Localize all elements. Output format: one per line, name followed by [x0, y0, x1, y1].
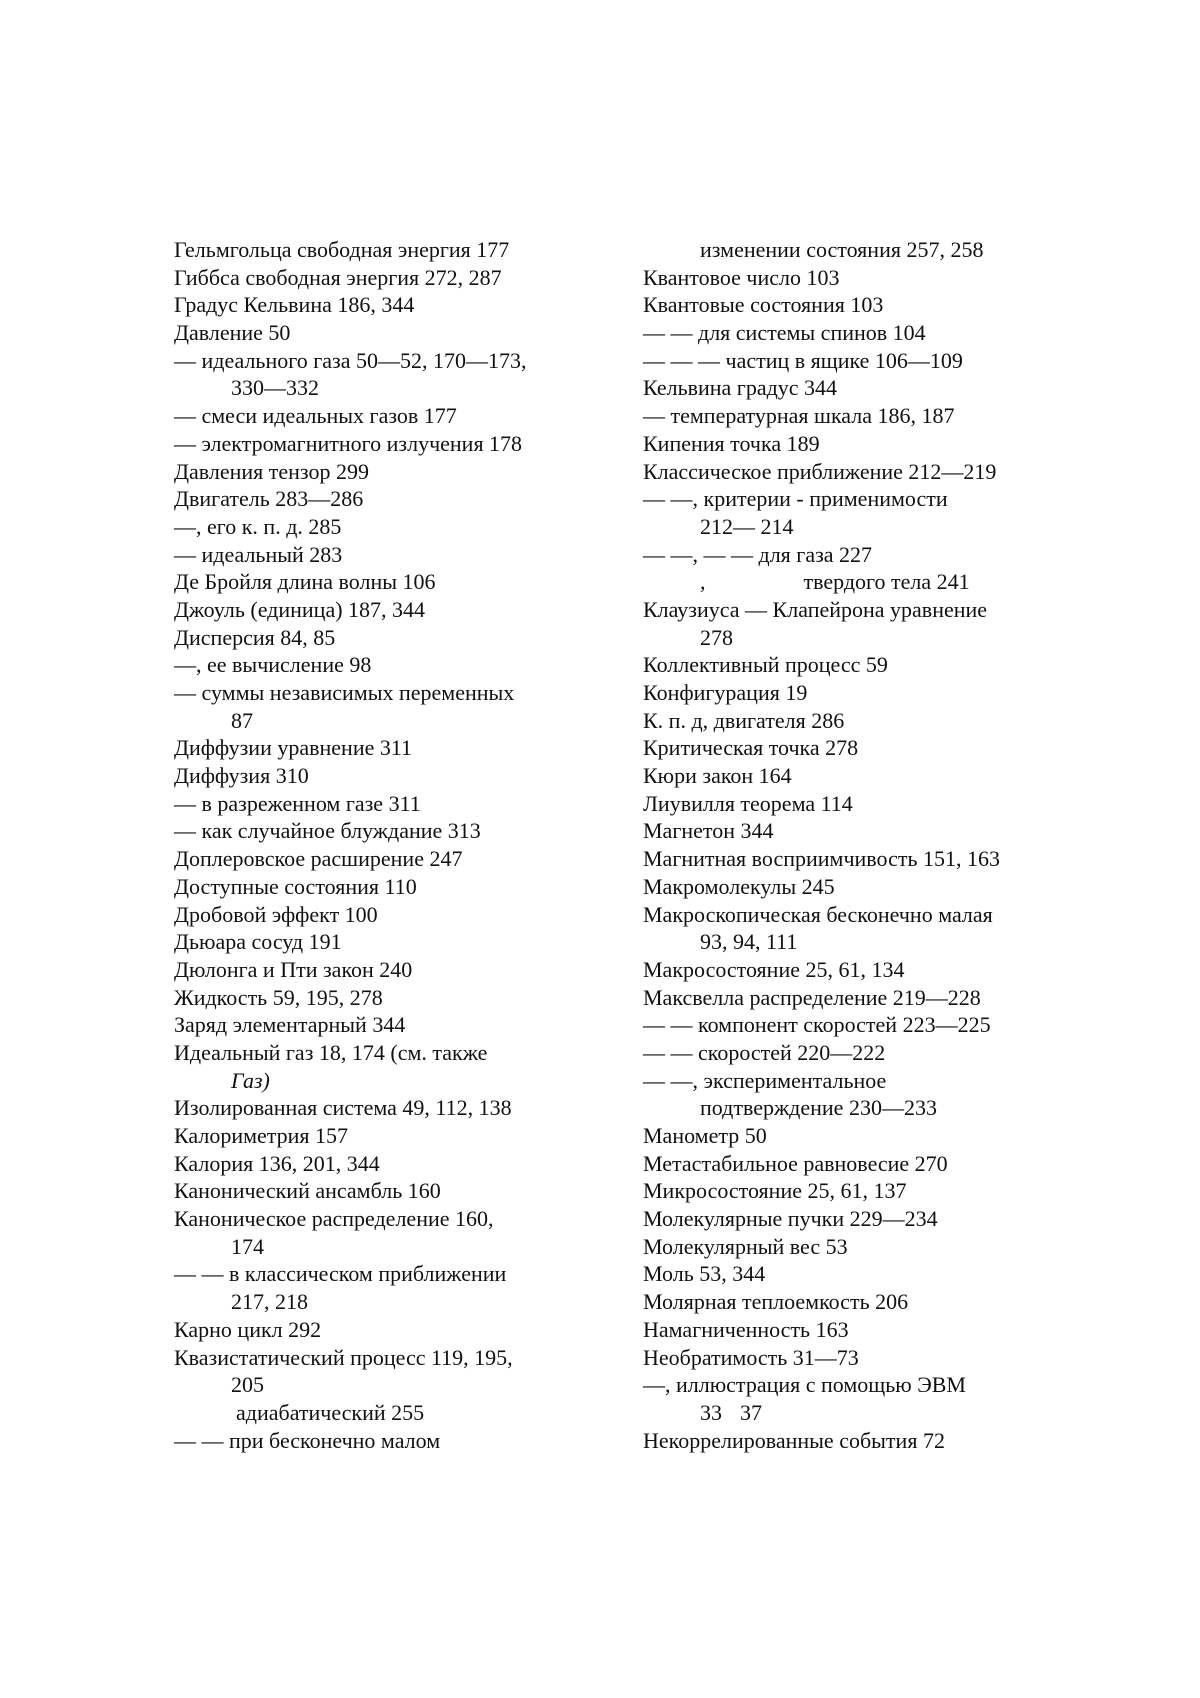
index-entry: — смеси идеальных газов 177 [174, 403, 457, 429]
index-entry: Гельмгольца свободная энергия 177 [174, 237, 510, 262]
index-entry: Доплеровское расширение 247 [174, 846, 463, 872]
index-entry: Дюлонга и Пти закон 240 [174, 956, 413, 982]
index-entry: Заряд элементарный 344 [174, 1012, 406, 1038]
index-entry: Кюри закон 164 [643, 763, 792, 789]
index-entry-continuation: 330—332 [231, 375, 319, 401]
index-entry: Моль 53, 344 [643, 1261, 766, 1287]
index-page-number: 37 [740, 1399, 762, 1425]
index-entry: Диффузии уравнение 311 [174, 735, 413, 761]
index-entry: Кельвина градус 344 [643, 375, 838, 401]
index-entry: Классическое приближение 212—219 [643, 458, 997, 484]
index-entry: — — скоростей 220—222 [643, 1039, 886, 1065]
index-entry: — как случайное блуждание 313 [174, 818, 481, 844]
index-entry: — в разреженном газе 311 [174, 790, 421, 816]
index-entry: Квантовые состояния 103 [643, 292, 884, 318]
index-entry: Доступные состояния 110 [174, 873, 417, 899]
index-entry-continuation: 174 [231, 1233, 264, 1259]
index-entry: Некоррелированные события 72 [643, 1427, 945, 1453]
index-entry: Критическая точка 278 [643, 735, 859, 761]
index-entry: Необратимость 31—73 [643, 1344, 859, 1370]
index-entry: Изолированная система 49, 112, 138 [174, 1095, 512, 1121]
index-entry: Макромолекулы 245 [643, 873, 835, 899]
index-entry: — — для системы спинов 104 [643, 320, 926, 346]
index-entry-continuation: Газ) [231, 1067, 270, 1093]
index-entry: Канонический ансамбль 160 [174, 1178, 441, 1204]
index-entry: — — в классическом приближении [174, 1261, 507, 1287]
index-entry [643, 568, 1000, 596]
index-entry: —, иллюстрация с помощью ЭВМ [643, 1372, 966, 1398]
index-entry: Молекулярные пучки 229—234 [643, 1206, 938, 1232]
index-entry: Микросостояние 25, 61, 137 [643, 1178, 907, 1204]
index-entry: Дисперсия 84, 85 [174, 624, 336, 650]
index-entry: — электромагнитного излучения 178 [174, 430, 523, 456]
index-entry: Жидкость 59, 195, 278 [174, 984, 383, 1010]
index-entry: Квантовое число 103 [643, 264, 840, 290]
index-column-left [174, 236, 526, 1454]
index-entry: — —, экспериментальное [643, 1067, 887, 1093]
index-entry: — —, критерии - применимости [643, 486, 948, 512]
index-entry: — — — частиц в ящике 106—109 [643, 347, 963, 373]
index-entry-continuation: 93, 94, 111 [700, 929, 798, 955]
index-entry: Дьюара сосуд 191 [174, 929, 342, 955]
index-entry: — суммы независимых переменных [174, 680, 515, 705]
index-entry: Калория 136, 201, 344 [174, 1150, 380, 1176]
index-entry: адиабатический 255 [236, 1399, 425, 1425]
index-page-number: 33 [700, 1399, 722, 1425]
index-entry: — —, — — для газа 227 [643, 541, 873, 567]
index-entry-continuation: подтверждение 230—233 [700, 1095, 937, 1121]
index-entry: Магнетон 344 [643, 818, 774, 844]
index-entry-comma: , [700, 569, 706, 595]
index-entry: Кипения точка 189 [643, 430, 820, 456]
index-entry-continuation: 217, 218 [231, 1289, 308, 1315]
index-entry: Гиббса свободная энергия 272, 287 [174, 264, 502, 290]
index-entry: Конфигурация 19 [643, 680, 808, 705]
index-entry: Давления тензор 299 [174, 458, 369, 484]
index-entry: Давление 50 [174, 320, 291, 346]
index-entry: Де Бройля длина волны 106 [174, 569, 436, 595]
index-entry: Градус Кельвина 186, 344 [174, 292, 415, 318]
index-entry: — идеальный 283 [174, 541, 343, 567]
index-entry: — температурная шкала 186, 187 [643, 403, 955, 429]
index-entry: Двигатель 283—286 [174, 486, 364, 512]
index-entry: Намагниченность 163 [643, 1316, 849, 1342]
index-entry-continuation [643, 1399, 1000, 1427]
index-entry-text: твердого тела 241 [803, 569, 970, 595]
index-entry: Джоуль (единица) 187, 344 [174, 596, 426, 622]
index-entry: Манометр 50 [643, 1123, 767, 1148]
index-entry-continuation: изменении состояния 257, 258 [700, 237, 984, 262]
index-entry: Каноническое распределение 160, [174, 1206, 494, 1232]
index-column-right [643, 236, 1000, 1454]
index-entry: —, ее вычисление 98 [174, 652, 372, 678]
index-entry: Клаузиуса — Клапейрона уравнение [643, 596, 988, 622]
index-entry-continuation: 212— 214 [700, 513, 794, 539]
index-entry: Молекулярный вес 53 [643, 1233, 848, 1259]
index-entry: Магнитная восприимчивость 151, 163 [643, 846, 1000, 872]
index-entry: Лиувилля теорема 114 [643, 790, 853, 816]
index-entry-continuation: 205 [231, 1372, 264, 1398]
index-entry: — идеального газа 50—52, 170—173, [174, 347, 527, 373]
index-entry: Молярная теплоемкость 206 [643, 1289, 909, 1315]
index-entry: Макроскопическая бесконечно малая [643, 901, 993, 927]
index-entry: Коллективный процесс 59 [643, 652, 888, 678]
index-entry-continuation: 87 [231, 707, 253, 733]
index-entry-continuation: 278 [700, 624, 733, 650]
index-entry: — — при бесконечно малом [174, 1427, 441, 1453]
index-entry: Макросостояние 25, 61, 134 [643, 956, 905, 982]
index-entry: Дробовой эффект 100 [174, 901, 378, 927]
index-entry: Квазистатический процесс 119, 195, [174, 1344, 513, 1370]
index-entry: Диффузия 310 [174, 763, 309, 789]
index-entry: Идеальный газ 18, 174 (см. также [174, 1039, 488, 1065]
index-entry: Метастабильное равновесие 270 [643, 1150, 948, 1176]
index-entry: —, его к. п. д. 285 [174, 513, 342, 539]
index-entry: К. п. д, двигателя 286 [643, 707, 845, 733]
index-entry: Карно цикл 292 [174, 1316, 322, 1342]
index-entry: Максвелла распределение 219—228 [643, 984, 981, 1010]
index-entry: Калориметрия 157 [174, 1123, 349, 1148]
index-entry: — — компонент скоростей 223—225 [643, 1012, 991, 1038]
